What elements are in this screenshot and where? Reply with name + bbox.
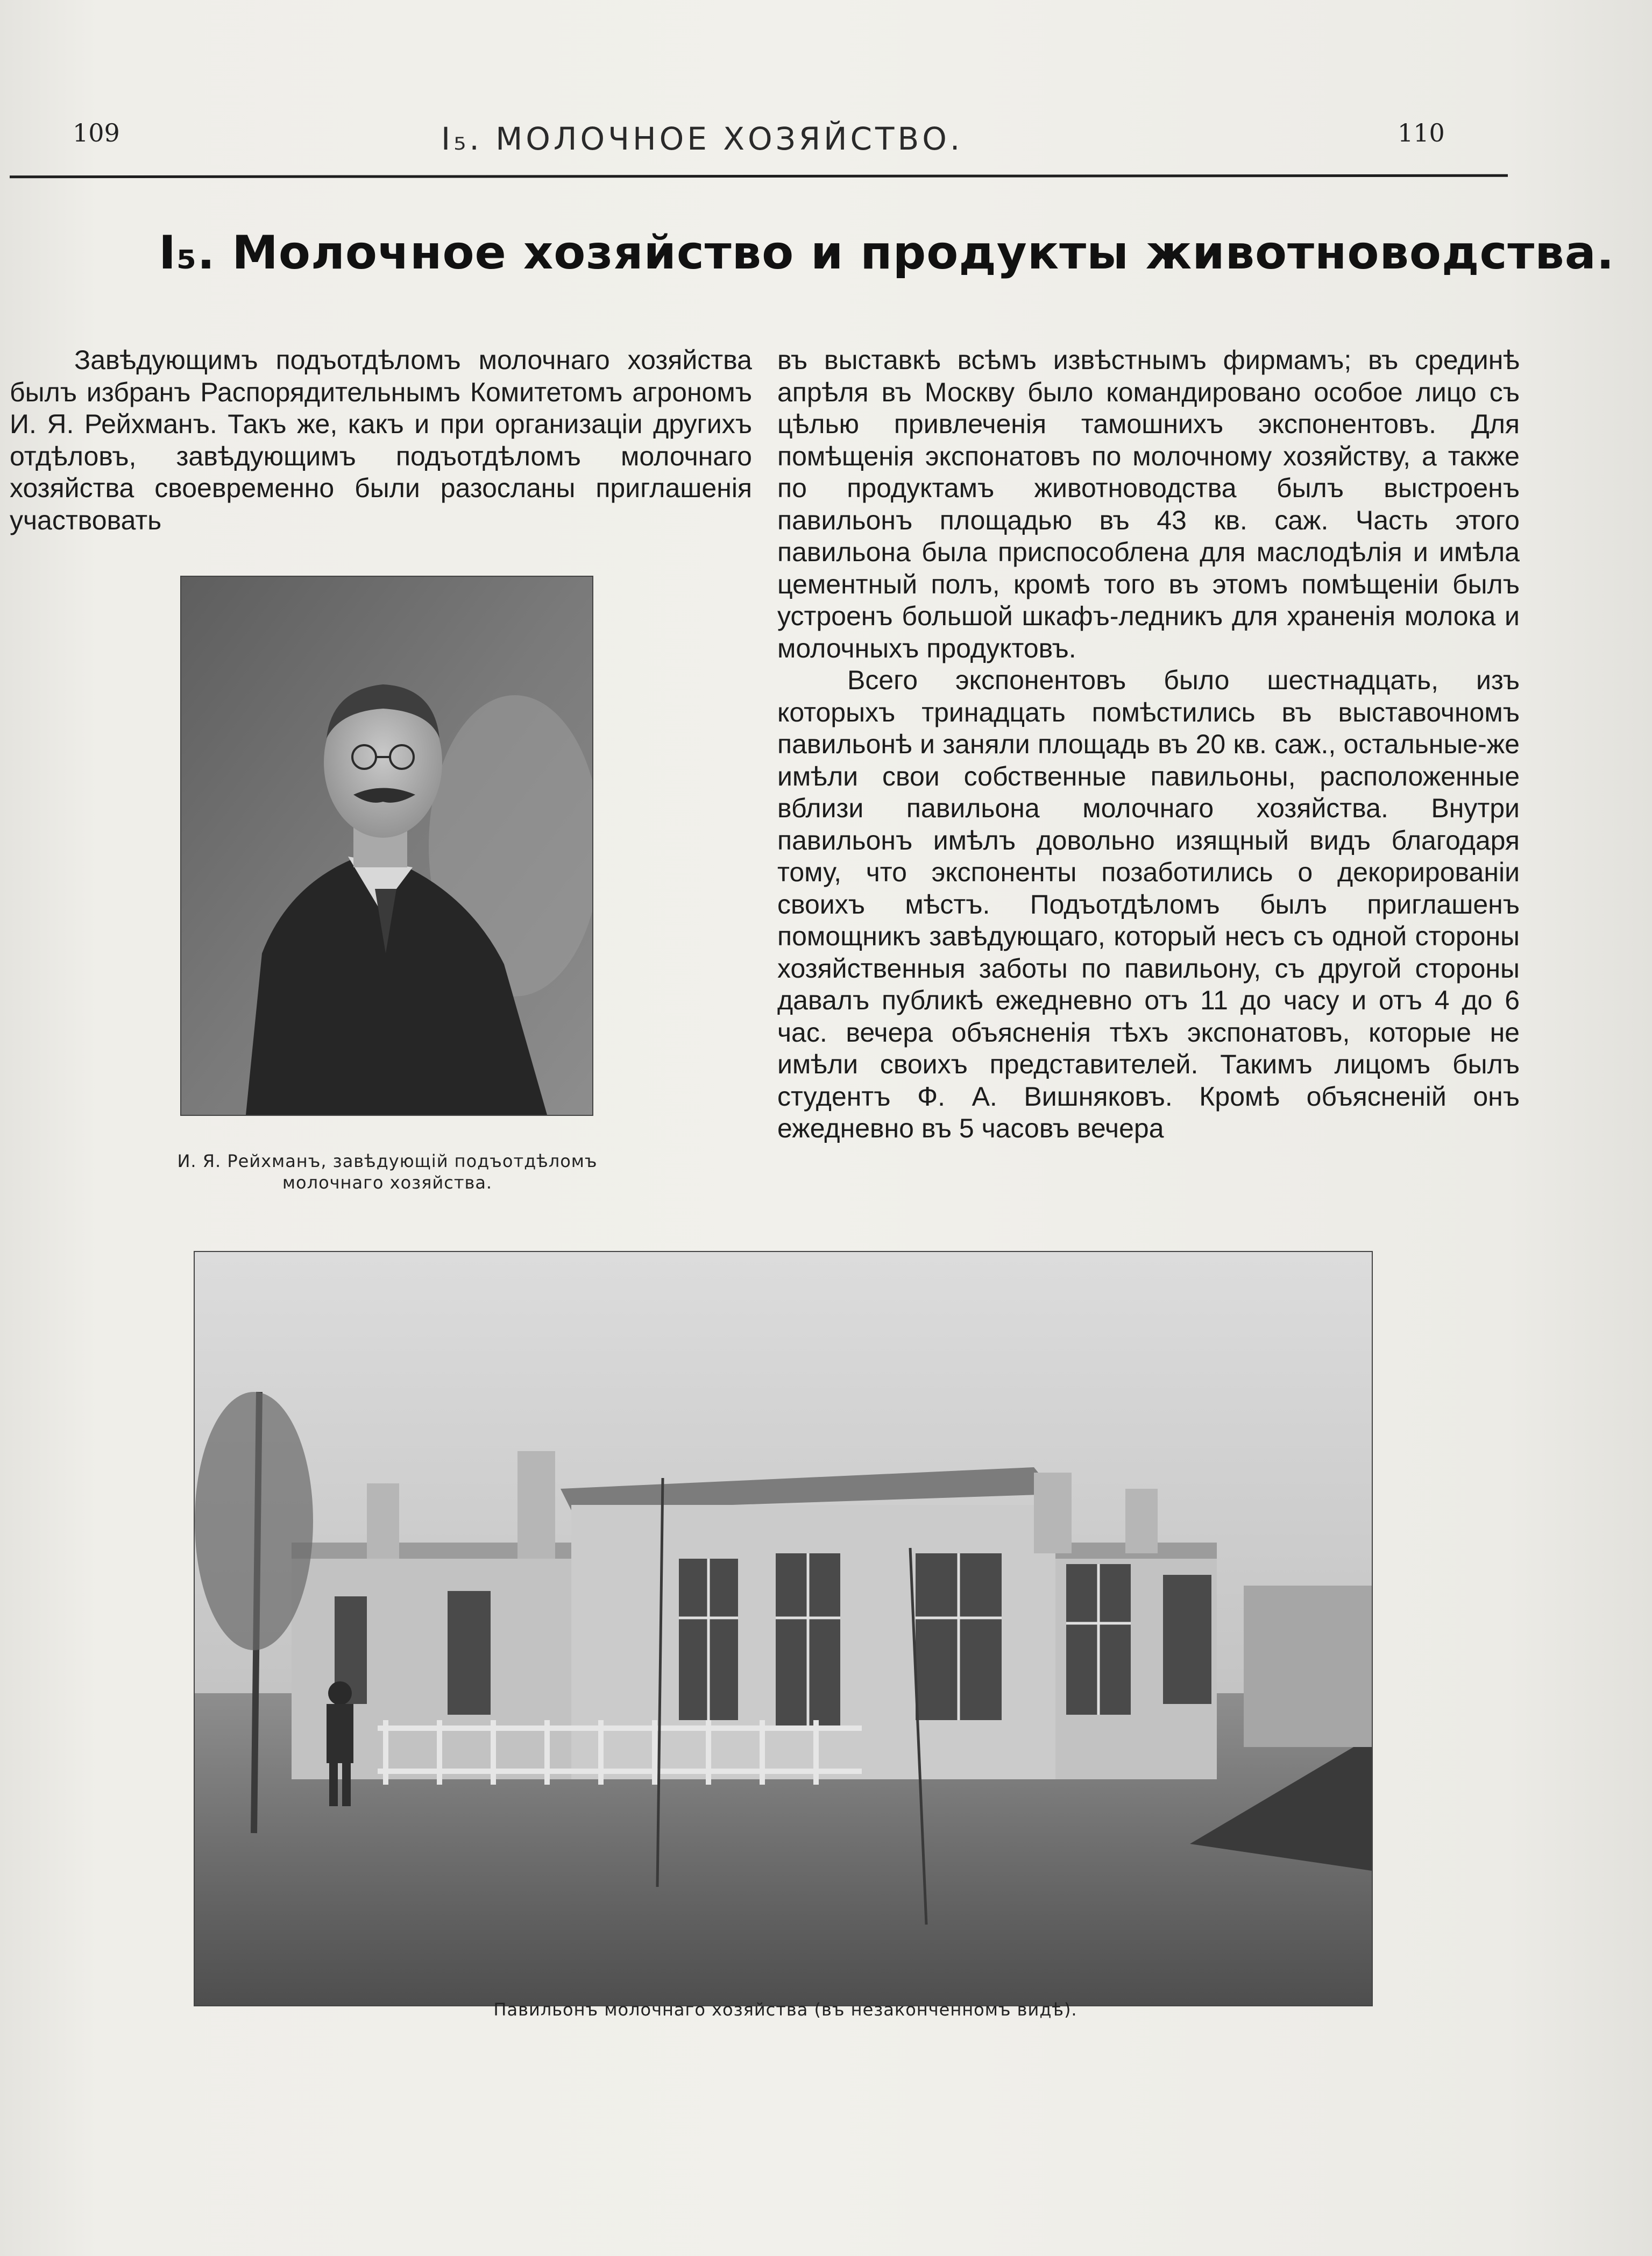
portrait-caption-line-1: И. Я. Рейхманъ, завѣдующій подъотдѣломъ [177,1151,598,1171]
header-rule [10,174,1508,178]
portrait-photo [180,576,593,1116]
right-column [777,344,1520,1145]
pavilion-caption: Павильонъ молочнаго хозяйства (въ незаконченномъ видѣ). [493,1999,1077,2020]
portrait-caption-line-2: молочнаго хозяйства. [282,1172,493,1193]
section-title: I₅. Молочное хозяйство и продукты животноводства. [159,226,1615,280]
running-title: I₅. МОЛОЧНОЕ ХОЗЯЙСТВО. [441,121,963,157]
page-number-right: 110 [1398,118,1445,147]
portrait-caption [129,1150,646,1193]
page-number-left: 109 [73,118,120,147]
pavilion-photo [194,1251,1373,2006]
left-column-paragraph: Завѣдующимъ подъотдѣломъ молочнаго хозяйства былъ избранъ Распорядительнымъ Комитетомъ агрономъ И. Я. Рейхманъ. Такъ же, какъ и при организаціи другихъ отдѣловъ, завѣдующимъ подъотдѣломъ молочнаго хозяйства своевременно были разосланы приглашенія участвовать [10,345,752,535]
left-column [10,344,752,536]
right-column-paragraph-1: въ выставкѣ всѣмъ извѣстнымъ фирмамъ; въ срединѣ апрѣля въ Москву было командировано особое лицо съ цѣлью привлеченія тамошнихъ экспонентовъ. Для помѣщенія экспонатовъ по молочному хозяйству, а также по продуктамъ животноводства былъ выстроенъ павильонъ площадью въ 43 кв. саж. Часть этого павильона была приспособлена для маслодѣлія и имѣла цементный полъ, кромѣ того въ этомъ помѣщеніи былъ устроенъ большой шкафъ-ледникъ для храненія молока и молочныхъ продуктовъ. [777,345,1520,663]
running-header [0,113,1652,172]
pavilion-illustration [195,1252,1372,2005]
right-column-paragraph-2: Всего экспонентовъ было шестнадцать, изъ которыхъ тринадцать помѣстились въ выставочномъ павильонѣ и заняли площадь въ 20 кв. саж., остальные-же имѣли свои собственные павильоны, расположенные вблизи павильона молочнаго хозяйства. Внутри павильонъ имѣлъ довольно изящный видъ благодаря тому, что экспоненты позаботились о декорированіи своихъ мѣстъ. Подъотдѣломъ былъ приглашенъ помощникъ завѣдующаго, который несъ съ одной стороны хозяйственныя заботы по павильону, съ другой стороны давалъ публикѣ ежедневно отъ 11 до часу и отъ 4 до 6 час. вечера объясненія тѣхъ экспонатовъ, которые не имѣли своихъ представителей. Такимъ лицомъ былъ студентъ Ф. А. Вишняковъ. Кромѣ объясненій онъ ежедневно въ 5 часовъ вечера [777,665,1520,1143]
portrait-illustration [181,577,592,1115]
